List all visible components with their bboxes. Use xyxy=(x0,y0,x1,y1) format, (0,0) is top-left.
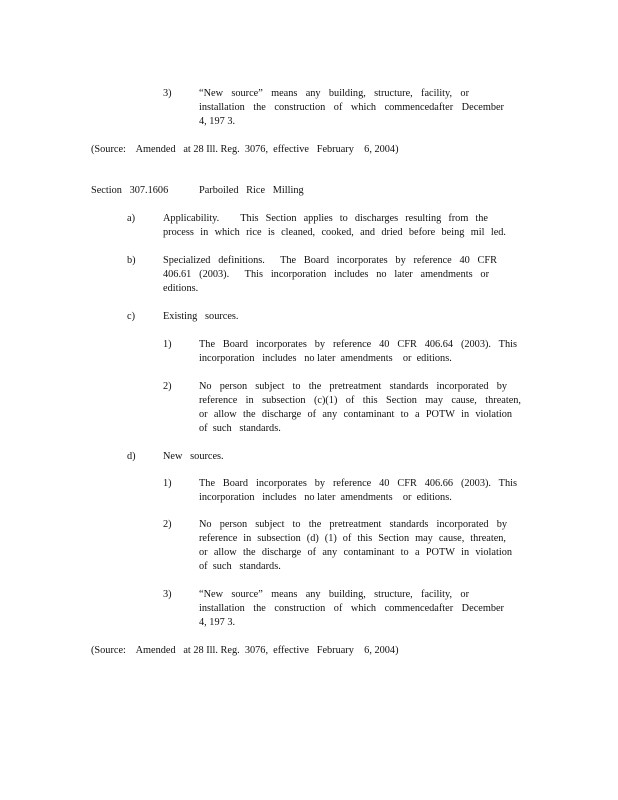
subsection-text-line: editions. xyxy=(163,283,199,294)
item-text-line: or allow the discharge of any contaminant to a POTW in violation xyxy=(199,547,512,558)
item-label: 3) xyxy=(163,589,172,600)
item-text-line: incorporation includes no later amendments or editions. xyxy=(199,353,452,364)
item-text-line: of such standards. xyxy=(199,423,281,434)
subsection-text-line: Specialized definitions. The Board incorporates by reference 40 CFR xyxy=(163,255,497,266)
item-label: 1) xyxy=(163,478,172,489)
item-text-line: or allow the discharge of any contaminant to a POTW in violation xyxy=(199,409,512,420)
item-text-line: “New source” means any building, structure, facility, or xyxy=(199,88,469,99)
subsection-heading: New sources. xyxy=(163,451,224,462)
subsection-label: b) xyxy=(127,255,136,266)
subsection-text-line: 406.61 (2003). This incorporation includes no later amendments or xyxy=(163,269,489,280)
subsection-heading: Existing sources. xyxy=(163,311,239,322)
subsection-label: a) xyxy=(127,213,135,224)
item-text-line: 4, 197 3. xyxy=(199,116,236,127)
item-label: 1) xyxy=(163,339,172,350)
item-text-line: No person subject to the pretreatment standards incorporated by xyxy=(199,381,507,392)
item-text-line: of such standards. xyxy=(199,561,281,572)
item-text-line: No person subject to the pretreatment standards incorporated by xyxy=(199,519,507,530)
item-text-line: reference in subsection (d) (1) of this Section may cause, threaten, xyxy=(199,533,506,544)
item-text-line: The Board incorporates by reference 40 CFR 406.66 (2003). This xyxy=(199,478,517,489)
item-text-line: incorporation includes no later amendments or editions. xyxy=(199,492,452,503)
item-text-line: installation the construction of which commencedafter December xyxy=(199,102,504,113)
item-label: 2) xyxy=(163,381,172,392)
subsection-label: c) xyxy=(127,311,135,322)
item-text-line: installation the construction of which commencedafter December xyxy=(199,603,504,614)
subsection-label: d) xyxy=(127,451,136,462)
subsection-text-line: process in which rice is cleaned, cooked, and dried before being mil led. xyxy=(163,227,506,238)
section-title: Parboiled Rice Milling xyxy=(199,185,304,196)
item-label: 3) xyxy=(163,88,172,99)
item-text-line: The Board incorporates by reference 40 CFR 406.64 (2003). This xyxy=(199,339,517,350)
source-note: (Source: Amended at 28 Ill. Reg. 3076, effective February 6, 2004) xyxy=(91,144,399,155)
subsection-text-line: Applicability. This Section applies to discharges resulting from the xyxy=(163,213,488,224)
section-number: Section 307.1606 xyxy=(91,185,169,196)
item-text-line: reference in subsection (c)(1) of this Section may cause, threaten, xyxy=(199,395,521,406)
item-label: 2) xyxy=(163,519,172,530)
source-note: (Source: Amended at 28 Ill. Reg. 3076, effective February 6, 2004) xyxy=(91,645,399,656)
item-text-line: 4, 197 3. xyxy=(199,617,236,628)
item-text-line: “New source” means any building, structure, facility, or xyxy=(199,589,469,600)
